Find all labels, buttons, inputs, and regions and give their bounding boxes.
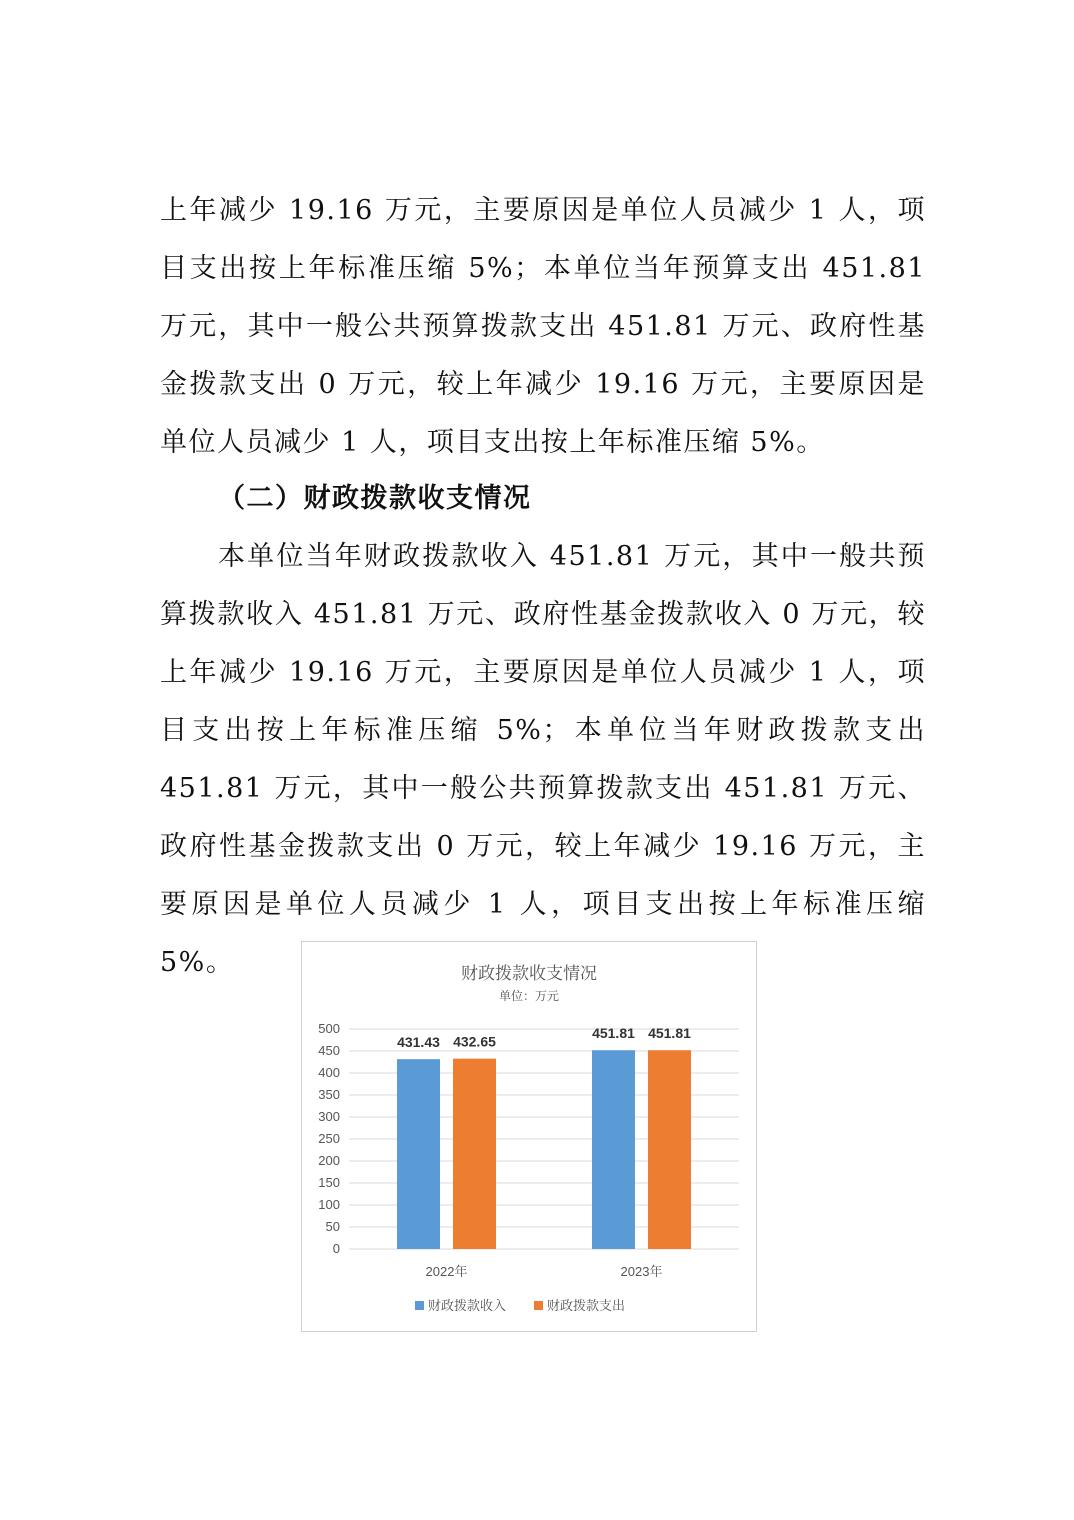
section-heading: （二）财政拨款收支情况 [218,483,532,514]
y-tick-label: 450 [318,1043,340,1058]
data-label: 432.65 [453,1033,496,1050]
legend-swatch [534,1301,543,1310]
x-axis-categories [426,1264,663,1279]
chart-subtitle: 单位：万元 [498,989,560,1003]
y-axis-ticks [318,1021,340,1256]
y-tick-label: 350 [318,1087,340,1102]
bar [592,1050,635,1249]
data-label: 451.81 [648,1025,691,1042]
x-category-label: 2023年 [620,1264,663,1279]
x-category-label: 2022年 [425,1264,468,1279]
legend-swatch [415,1301,424,1310]
y-tick-label: 100 [318,1197,340,1212]
legend-label: 财政拨款支出 [547,1299,626,1314]
fiscal-chart [301,941,757,1332]
y-tick-label: 50 [325,1219,340,1234]
y-tick-label: 500 [318,1021,340,1036]
y-tick-label: 250 [318,1131,340,1146]
bar [397,1059,440,1249]
y-tick-label: 150 [318,1175,340,1190]
bar-chart-svg [302,942,756,1331]
data-label: 451.81 [592,1025,635,1042]
legend-label: 财政拨款收入 [428,1299,507,1314]
bars [397,1050,691,1249]
y-tick-label: 300 [318,1109,340,1124]
legend [415,1298,625,1314]
paragraph-fiscal-appropriation: 本单位当年财政拨款收入 451.81 万元，其中一般共预算拨款收入 451.81 万元、政府性基金拨款收入 0 万元，较上年减少 19.16 万元，主要原因是单位人员减少 1 人，项目支出按上年标准压缩 5%；本单位当年财政拨款支出 451.81 万元，其中一般公共预算拨款支出 451.81 万元、政府性基金拨款支出 0 万元，较上年减少 19.16 万元，主要原因是单位人员减少 1 人，项目支出按上年标准压缩 5%。 [160,541,926,978]
chart-title: 财政拨款收支情况 [461,964,597,984]
y-tick-label: 400 [318,1065,340,1080]
data-label: 431.43 [397,1034,440,1051]
bar [453,1059,496,1249]
bar [648,1050,691,1249]
y-tick-label: 200 [318,1153,340,1168]
paragraph-budget-expenditure: 上年减少 19.16 万元，主要原因是单位人员减少 1 人，项目支出按上年标准压缩 5%；本单位当年预算支出 451.81 万元，其中一般公共预算拨款支出 451.81 万元、政府性基金拨款支出 0 万元，较上年减少 19.16 万元，主要原因是单位人员减少 1 人，项目支出按上年标准压缩 5%。 [160,195,926,458]
y-tick-label: 0 [332,1241,340,1256]
